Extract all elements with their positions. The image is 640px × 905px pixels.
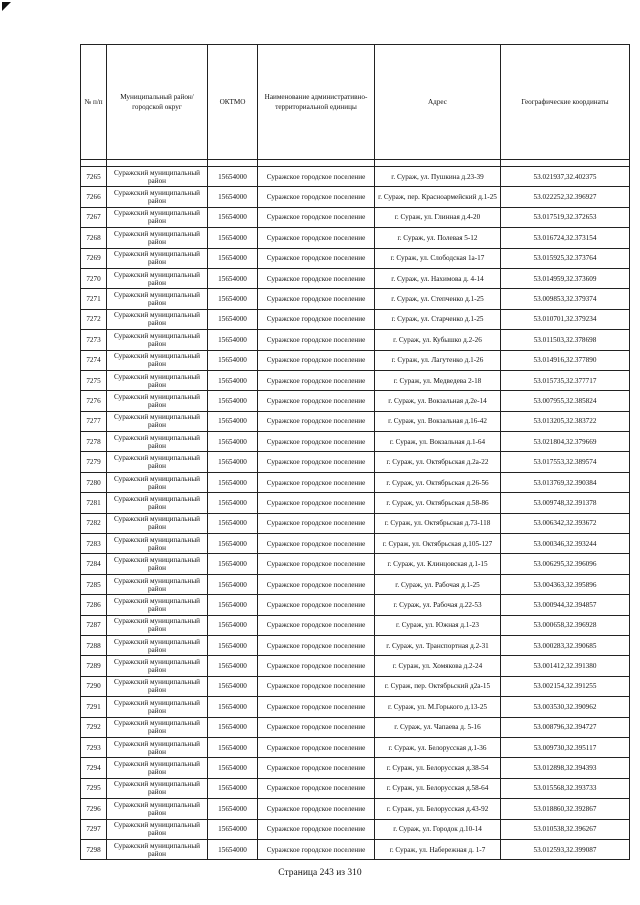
cell-oktmo: 15654000 — [208, 391, 258, 411]
table-row — [81, 452, 630, 472]
table-body — [81, 167, 630, 860]
cell-district: Суражский муниципальный район — [107, 554, 208, 574]
cell-unit: Суражское городское поселение — [258, 330, 375, 350]
cell-number: 7287 — [81, 615, 107, 635]
cell-address: г. Сураж, ул. Рабочая д.1-25 — [375, 574, 501, 594]
register-table — [80, 44, 630, 860]
cell-address: г. Сураж, ул. Белорусская д.58-64 — [375, 778, 501, 798]
cell-coords: 53.015735,32.377717 — [501, 370, 630, 390]
cell-coords: 53.022252,32.396927 — [501, 187, 630, 207]
cell-coords: 53.000944,32.394857 — [501, 595, 630, 615]
table-row — [81, 370, 630, 390]
cell-number: 7294 — [81, 758, 107, 778]
cell-unit: Суражское городское поселение — [258, 493, 375, 513]
cell-unit: Суражское городское поселение — [258, 167, 375, 187]
cell-number: 7281 — [81, 493, 107, 513]
cell-address: г. Сураж, ул. Белорусская д.38-54 — [375, 758, 501, 778]
cell-coords: 53.009853,32.379374 — [501, 289, 630, 309]
cell-unit: Суражское городское поселение — [258, 187, 375, 207]
cell-district: Суражский муниципальный район — [107, 534, 208, 554]
cell-address: г. Сураж, ул. М.Горького д.13-25 — [375, 697, 501, 717]
cell-district: Суражский муниципальный район — [107, 411, 208, 431]
cell-district: Суражский муниципальный район — [107, 391, 208, 411]
cell-coords: 53.021804,32.379669 — [501, 432, 630, 452]
cell-number: 7268 — [81, 228, 107, 248]
cell-oktmo: 15654000 — [208, 411, 258, 431]
cell-address: г. Сураж, ул. Кубышко д.2-26 — [375, 330, 501, 350]
table-row — [81, 493, 630, 513]
table-row — [81, 534, 630, 554]
cell-number: 7272 — [81, 309, 107, 329]
cell-oktmo: 15654000 — [208, 513, 258, 533]
cell-unit: Суражское городское поселение — [258, 370, 375, 390]
table-row — [81, 554, 630, 574]
cell-unit: Суражское городское поселение — [258, 635, 375, 655]
header-district: Муниципальный район/городской округ — [107, 45, 208, 160]
table-row — [81, 207, 630, 227]
cell-number: 7283 — [81, 534, 107, 554]
cell-address: г. Сураж, ул. Городок д.10-14 — [375, 819, 501, 839]
table-row — [81, 778, 630, 798]
cell-oktmo: 15654000 — [208, 839, 258, 859]
table-row — [81, 574, 630, 594]
cell-address: г. Сураж, ул. Октябрьская д.2а-22 — [375, 452, 501, 472]
cell-coords: 53.017519,32.372653 — [501, 207, 630, 227]
header-oktmo: ОКТМО — [208, 45, 258, 160]
cell-coords: 53.000346,32.393244 — [501, 534, 630, 554]
cell-unit: Суражское городское поселение — [258, 207, 375, 227]
cell-address: г. Сураж, ул. Белорусская д.43-92 — [375, 799, 501, 819]
cell-unit: Суражское городское поселение — [258, 513, 375, 533]
table-row — [81, 289, 630, 309]
cell-oktmo: 15654000 — [208, 207, 258, 227]
cell-address: г. Сураж, ул. Полевая 5-12 — [375, 228, 501, 248]
cell-number: 7292 — [81, 717, 107, 737]
cell-oktmo: 15654000 — [208, 656, 258, 676]
cell-address: г. Сураж, ул. Октябрьская д.73-118 — [375, 513, 501, 533]
cell-address: г. Сураж, ул. Транспортная д.2-31 — [375, 635, 501, 655]
cell-number: 7277 — [81, 411, 107, 431]
cell-district: Суражский муниципальный район — [107, 635, 208, 655]
cell-oktmo: 15654000 — [208, 167, 258, 187]
cell-district: Суражский муниципальный район — [107, 309, 208, 329]
cell-number: 7295 — [81, 778, 107, 798]
cell-oktmo: 15654000 — [208, 819, 258, 839]
cell-district: Суражский муниципальный район — [107, 513, 208, 533]
cell-coords: 53.010538,32.396267 — [501, 819, 630, 839]
table-row — [81, 228, 630, 248]
cell-address: г. Сураж, ул. Клинцовская д.1-15 — [375, 554, 501, 574]
cell-number: 7289 — [81, 656, 107, 676]
cell-district: Суражский муниципальный район — [107, 697, 208, 717]
cell-district: Суражский муниципальный район — [107, 268, 208, 288]
cell-coords: 53.014916,32.377890 — [501, 350, 630, 370]
cell-number: 7296 — [81, 799, 107, 819]
cell-district: Суражский муниципальный район — [107, 472, 208, 492]
cell-unit: Суражское городское поселение — [258, 737, 375, 757]
cell-number: 7282 — [81, 513, 107, 533]
table-row — [81, 167, 630, 187]
cell-district: Суражский муниципальный район — [107, 493, 208, 513]
table-row — [81, 513, 630, 533]
cell-oktmo: 15654000 — [208, 228, 258, 248]
cell-coords: 53.017553,32.389574 — [501, 452, 630, 472]
cell-unit: Суражское городское поселение — [258, 391, 375, 411]
cell-oktmo: 15654000 — [208, 472, 258, 492]
cell-address: г. Сураж, ул. Октябрьская д.26-56 — [375, 472, 501, 492]
table-row — [81, 350, 630, 370]
cell-coords: 53.006342,32.393672 — [501, 513, 630, 533]
cell-number: 7275 — [81, 370, 107, 390]
cell-address: г. Сураж, ул. Медведева 2-18 — [375, 370, 501, 390]
table-row — [81, 268, 630, 288]
cell-oktmo: 15654000 — [208, 758, 258, 778]
cell-coords: 53.015925,32.373764 — [501, 248, 630, 268]
cell-oktmo: 15654000 — [208, 493, 258, 513]
cell-oktmo: 15654000 — [208, 187, 258, 207]
cell-address: г. Сураж, пер. Октябрьский д2а-15 — [375, 676, 501, 696]
cell-address: г. Сураж, ул. Рабочая д.22-53 — [375, 595, 501, 615]
cell-number: 7269 — [81, 248, 107, 268]
cell-number: 7267 — [81, 207, 107, 227]
cell-address: г. Сураж, ул. Вокзальная д.1-64 — [375, 432, 501, 452]
cell-coords: 53.015568,32.393733 — [501, 778, 630, 798]
cell-oktmo: 15654000 — [208, 778, 258, 798]
cell-address: г. Сураж, ул. Набережная д. 1-7 — [375, 839, 501, 859]
cell-address: г. Сураж, ул. Октябрьская д.58-86 — [375, 493, 501, 513]
cell-address: г. Сураж, ул. Вокзальная д.2е-14 — [375, 391, 501, 411]
cell-district: Суражский муниципальный район — [107, 187, 208, 207]
cell-unit: Суражское городское поселение — [258, 534, 375, 554]
cell-address: г. Сураж, ул. Нахимова д. 4-14 — [375, 268, 501, 288]
cell-oktmo: 15654000 — [208, 534, 258, 554]
cell-number: 7298 — [81, 839, 107, 859]
cell-number: 7276 — [81, 391, 107, 411]
cell-oktmo: 15654000 — [208, 717, 258, 737]
cell-unit: Суражское городское поселение — [258, 819, 375, 839]
table-row — [81, 472, 630, 492]
cell-number: 7274 — [81, 350, 107, 370]
cell-coords: 53.014959,32.373609 — [501, 268, 630, 288]
cell-unit: Суражское городское поселение — [258, 778, 375, 798]
table-row — [81, 758, 630, 778]
header-address: Адрес — [375, 45, 501, 160]
table-row — [81, 391, 630, 411]
cell-number: 7266 — [81, 187, 107, 207]
cell-unit: Суражское городское поселение — [258, 472, 375, 492]
cell-number: 7271 — [81, 289, 107, 309]
scan-corner-mark — [2, 2, 11, 11]
cell-address: г. Сураж, ул. Степченко д.1-25 — [375, 289, 501, 309]
cell-oktmo: 15654000 — [208, 595, 258, 615]
cell-unit: Суражское городское поселение — [258, 268, 375, 288]
cell-address: г. Сураж, ул. Белорусская д.1-36 — [375, 737, 501, 757]
table-row — [81, 697, 630, 717]
cell-address: г. Сураж, пер. Красноармейский д.1-25 — [375, 187, 501, 207]
cell-number: 7291 — [81, 697, 107, 717]
table-row — [81, 248, 630, 268]
cell-district: Суражский муниципальный район — [107, 737, 208, 757]
cell-unit: Суражское городское поселение — [258, 717, 375, 737]
cell-unit: Суражское городское поселение — [258, 676, 375, 696]
cell-oktmo: 15654000 — [208, 737, 258, 757]
cell-coords: 53.006295,32.396096 — [501, 554, 630, 574]
cell-number: 7297 — [81, 819, 107, 839]
cell-number: 7265 — [81, 167, 107, 187]
cell-unit: Суражское городское поселение — [258, 228, 375, 248]
cell-coords: 53.013769,32.390384 — [501, 472, 630, 492]
cell-address: г. Сураж, ул. Пушкина д.23-39 — [375, 167, 501, 187]
table-row — [81, 799, 630, 819]
cell-oktmo: 15654000 — [208, 268, 258, 288]
cell-coords: 53.013205,32.383722 — [501, 411, 630, 431]
cell-unit: Суражское городское поселение — [258, 350, 375, 370]
cell-district: Суражский муниципальный район — [107, 819, 208, 839]
cell-unit: Суражское городское поселение — [258, 432, 375, 452]
cell-oktmo: 15654000 — [208, 248, 258, 268]
cell-coords: 53.001412,32.391380 — [501, 656, 630, 676]
cell-address: г. Сураж, ул. Слободская 1а-17 — [375, 248, 501, 268]
cell-coords: 53.002154,32.391255 — [501, 676, 630, 696]
table-row — [81, 635, 630, 655]
cell-district: Суражский муниципальный район — [107, 432, 208, 452]
cell-address: г. Сураж, ул. Октябрьская д.105-127 — [375, 534, 501, 554]
cell-coords: 53.018860,32.392867 — [501, 799, 630, 819]
cell-address: г. Сураж, ул. Южная д.1-23 — [375, 615, 501, 635]
cell-address: г. Сураж, ул. Старченко д.1-25 — [375, 309, 501, 329]
cell-coords: 53.012898,32.394393 — [501, 758, 630, 778]
header-spacer-row — [81, 160, 630, 167]
table-row — [81, 717, 630, 737]
table-row — [81, 737, 630, 757]
cell-oktmo: 15654000 — [208, 574, 258, 594]
cell-coords: 53.000283,32.390685 — [501, 635, 630, 655]
cell-number: 7293 — [81, 737, 107, 757]
page-footer: Страница 243 из 310 — [278, 868, 362, 878]
cell-number: 7286 — [81, 595, 107, 615]
cell-oktmo: 15654000 — [208, 697, 258, 717]
cell-number: 7273 — [81, 330, 107, 350]
table-row — [81, 676, 630, 696]
cell-address: г. Сураж, ул. Глинная д.4-20 — [375, 207, 501, 227]
cell-coords: 53.000658,32.396928 — [501, 615, 630, 635]
cell-oktmo: 15654000 — [208, 289, 258, 309]
cell-oktmo: 15654000 — [208, 309, 258, 329]
cell-address: г. Сураж, ул. Хомякова д.2-24 — [375, 656, 501, 676]
cell-oktmo: 15654000 — [208, 370, 258, 390]
table-row — [81, 187, 630, 207]
cell-district: Суражский муниципальный район — [107, 350, 208, 370]
cell-district: Суражский муниципальный район — [107, 839, 208, 859]
cell-district: Суражский муниципальный район — [107, 778, 208, 798]
cell-district: Суражский муниципальный район — [107, 615, 208, 635]
cell-address: г. Сураж, ул. Вокзальная д.16-42 — [375, 411, 501, 431]
cell-district: Суражский муниципальный район — [107, 799, 208, 819]
cell-number: 7278 — [81, 432, 107, 452]
cell-coords: 53.008796,32.394727 — [501, 717, 630, 737]
cell-district: Суражский муниципальный район — [107, 452, 208, 472]
cell-oktmo: 15654000 — [208, 799, 258, 819]
cell-district: Суражский муниципальный район — [107, 248, 208, 268]
cell-unit: Суражское городское поселение — [258, 248, 375, 268]
table-row — [81, 839, 630, 859]
cell-coords: 53.003530,32.390962 — [501, 697, 630, 717]
cell-unit: Суражское городское поселение — [258, 554, 375, 574]
cell-district: Суражский муниципальный район — [107, 717, 208, 737]
cell-coords: 53.009730,32.395117 — [501, 737, 630, 757]
cell-oktmo: 15654000 — [208, 615, 258, 635]
cell-number: 7280 — [81, 472, 107, 492]
cell-unit: Суражское городское поселение — [258, 839, 375, 859]
cell-address: г. Сураж, ул. Лагутенко д.1-26 — [375, 350, 501, 370]
cell-coords: 53.016724,32.373154 — [501, 228, 630, 248]
cell-district: Суражский муниципальный район — [107, 167, 208, 187]
cell-district: Суражский муниципальный район — [107, 574, 208, 594]
cell-address: г. Сураж, ул. Чапаева д. 5-16 — [375, 717, 501, 737]
table-row — [81, 656, 630, 676]
table-header — [81, 45, 630, 167]
cell-district: Суражский муниципальный район — [107, 758, 208, 778]
cell-number: 7270 — [81, 268, 107, 288]
table-row — [81, 615, 630, 635]
cell-oktmo: 15654000 — [208, 676, 258, 696]
table-row — [81, 595, 630, 615]
table-row — [81, 330, 630, 350]
table-row — [81, 819, 630, 839]
header-coords: Географические координаты — [501, 45, 630, 160]
cell-unit: Суражское городское поселение — [258, 615, 375, 635]
cell-coords: 53.021937,32.402375 — [501, 167, 630, 187]
cell-number: 7284 — [81, 554, 107, 574]
header-unit: Наименование административно-территориальной единицы — [258, 45, 375, 160]
cell-district: Суражский муниципальный район — [107, 676, 208, 696]
cell-number: 7285 — [81, 574, 107, 594]
cell-number: 7279 — [81, 452, 107, 472]
cell-unit: Суражское городское поселение — [258, 289, 375, 309]
cell-coords: 53.009748,32.391378 — [501, 493, 630, 513]
cell-number: 7288 — [81, 635, 107, 655]
header-num: № п/п — [81, 45, 107, 160]
cell-oktmo: 15654000 — [208, 350, 258, 370]
cell-oktmo: 15654000 — [208, 330, 258, 350]
cell-district: Суражский муниципальный район — [107, 656, 208, 676]
table-row — [81, 432, 630, 452]
cell-coords: 53.012593,32.399087 — [501, 839, 630, 859]
cell-coords: 53.004363,32.395896 — [501, 574, 630, 594]
cell-district: Суражский муниципальный район — [107, 370, 208, 390]
cell-district: Суражский муниципальный район — [107, 289, 208, 309]
table-row — [81, 411, 630, 431]
cell-district: Суражский муниципальный район — [107, 207, 208, 227]
cell-number: 7290 — [81, 676, 107, 696]
cell-unit: Суражское городское поселение — [258, 697, 375, 717]
cell-unit: Суражское городское поселение — [258, 452, 375, 472]
table-row — [81, 309, 630, 329]
cell-coords: 53.007955,32.385824 — [501, 391, 630, 411]
cell-unit: Суражское городское поселение — [258, 758, 375, 778]
cell-oktmo: 15654000 — [208, 452, 258, 472]
cell-unit: Суражское городское поселение — [258, 656, 375, 676]
cell-unit: Суражское городское поселение — [258, 799, 375, 819]
cell-oktmo: 15654000 — [208, 554, 258, 574]
cell-unit: Суражское городское поселение — [258, 574, 375, 594]
cell-oktmo: 15654000 — [208, 432, 258, 452]
cell-unit: Суражское городское поселение — [258, 309, 375, 329]
cell-unit: Суражское городское поселение — [258, 411, 375, 431]
cell-coords: 53.010701,32.379234 — [501, 309, 630, 329]
cell-district: Суражский муниципальный район — [107, 330, 208, 350]
cell-unit: Суражское городское поселение — [258, 595, 375, 615]
cell-district: Суражский муниципальный район — [107, 228, 208, 248]
cell-coords: 53.011503,32.378698 — [501, 330, 630, 350]
cell-oktmo: 15654000 — [208, 635, 258, 655]
cell-district: Суражский муниципальный район — [107, 595, 208, 615]
